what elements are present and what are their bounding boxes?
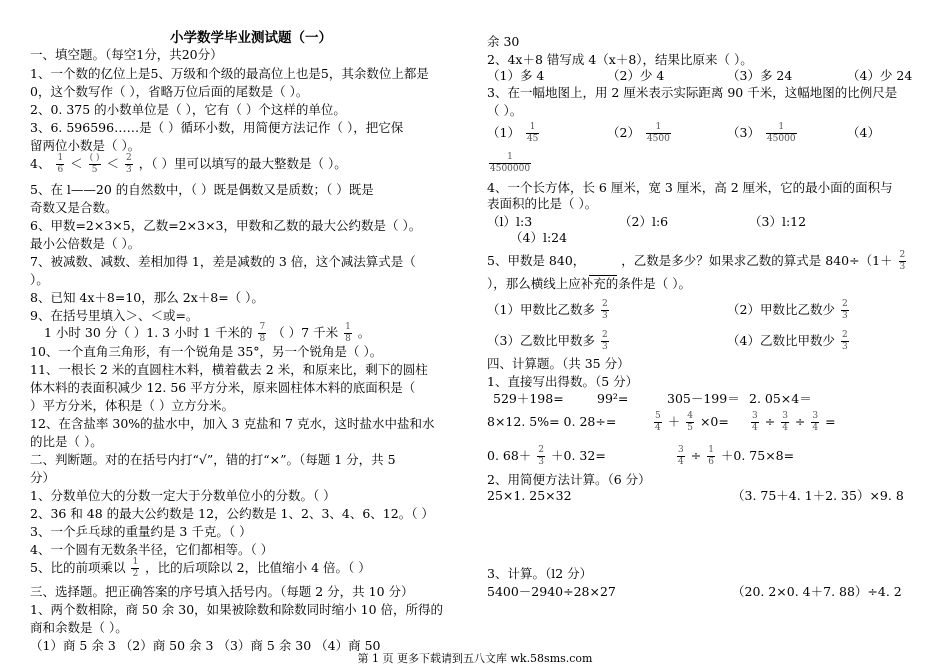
fraction [899,250,907,273]
question-line: 2、4x＋8 错写成 4（x＋8），结果比原来（ ）。 [487,52,753,67]
numerator: 1 [132,557,139,567]
fraction [646,122,671,145]
denominator: 3 [126,165,132,175]
question-line: 体木料的表面积减少 12. 56 平方分米，原来圆柱体木料的底面积是（ [30,380,416,395]
fraction [526,122,539,145]
denominator: 5 [687,423,693,433]
fraction [131,557,139,580]
text: ，比的后项除以 2，比值缩小 4 倍。（ ） [145,560,371,575]
numerator: 3 [752,411,758,421]
denominator: 2 [132,569,139,579]
page-footer: 第 1 页 更多下载请到五八文库 wk.58sms.com [357,652,593,665]
option [487,120,541,146]
denominator: 3 [601,342,608,352]
text: = [825,414,836,429]
calc-item: 8×12. 5%= 0. 28÷= [487,414,617,429]
question-line: 2、0. 375 的小数单位是（ ），它有（ ）个这样的单位。 [30,102,346,117]
calc-item [749,407,836,437]
text: （ ）7 千米 [272,325,339,340]
numerator: 2 [538,445,545,455]
question-line: 余 30 [487,34,520,49]
section-judge-heading: 二、判断题。对的在括号内打“√”，错的打“×”。（每题 1 分，共 5 [30,452,396,467]
question-line: 11、一根长 2 米的直圆柱木料，横着截去 2 米，和原来比，剩下的圆柱 [30,362,428,377]
numerator: 2 [841,330,848,340]
denominator: 6 [57,165,64,175]
calc-item: 25×1. 25×32 [487,488,572,503]
option: （2）少 4 [607,68,665,83]
option [607,120,673,146]
denominator: 45000 [766,134,796,144]
numerator: 5 [655,411,661,421]
option [727,296,851,324]
numerator: 2 [841,299,848,309]
text: ÷ [690,448,702,463]
section-choice-heading: 三、选择题。把正确答案的序号填入括号内。（每题 2 分，共 10 分） [30,584,414,599]
denominator: 5 [91,165,98,175]
question-line: 的比是（ ）。 [30,434,103,449]
calc-item [487,441,606,471]
numerator: 4 [687,411,693,421]
question-line: ）。 [30,272,49,287]
denominator: 4 [655,423,661,433]
denominator: 3 [601,311,608,321]
question-line: 0，这个数写作（ ），省略万位后面的尾数是（ ）。 [30,84,309,99]
fraction [781,411,789,434]
numerator: 3 [812,411,819,421]
numerator: 1 [526,122,539,134]
calc-item: 5400－2940÷28×27 [487,584,616,599]
text: ，（ ）里可以填写的最大整数是（ ）。 [138,156,347,171]
text: ×0= [699,414,729,429]
text: ÷ [794,414,806,429]
fraction [601,330,609,353]
question-line: 留两位小数是（ ）。 [30,138,141,153]
fraction [677,445,685,468]
fraction [841,299,849,322]
text: 5、甲数是 840， [487,253,586,268]
option: （1）多 4 [487,68,545,83]
text: 0. 68＋ [487,448,532,463]
denominator: 6 [708,457,714,467]
denominator: 8 [259,334,266,344]
question-line: 12、在含盐率 30%的盐水中，加入 3 克盐和 7 克水，这时盐水中盐和水 [30,416,435,431]
option: （3）多 24 [727,68,793,83]
calc-item [652,407,729,437]
question-line: 商和余数是（ ）。 [30,620,128,635]
fraction [654,411,662,434]
calc-item: 529＋198= [493,391,564,406]
question-line: 3、一个乒乓球的重量约是 3 千克。（ ） [30,524,252,539]
calc-item: （20. 2×0. 4＋7. 88）÷4. 2 [732,584,902,599]
text: （2） [607,125,640,140]
answer-blank [589,263,617,276]
option: （4）少 24 [847,68,913,83]
numerator: 3 [782,411,788,421]
option: （l）l:3 [487,214,533,229]
fraction [841,330,849,353]
question-line: 9、在括号里填入＞、＜或=。 [30,308,199,323]
numerator: 1 [766,122,797,134]
fraction [344,322,352,345]
question-line: ）平方分米，体积是（ ）立方分米。 [30,398,234,413]
option-fraction [487,150,533,176]
question-line: 6、甲数=2×3×5，乙数=2×3×3，甲数和乙数的最大公约数是（ ）。 [30,218,422,233]
calc-item: （3. 75＋4. 1＋2. 35）×9. 8 [732,488,904,503]
fraction [766,122,797,145]
fraction [751,411,759,434]
question-line: 5、在 l——20 的自然数中，（ ）既是偶数又是质数；（ ）既是 [30,182,374,197]
question-line: （ ）。 [487,103,523,118]
numerator: 1 [489,152,531,164]
question-line: 4、一个圆有无数条半径，它们都相等。（ ） [30,542,274,557]
text: ＜ [106,156,120,171]
numerator: 2 [899,250,906,260]
text: （3）乙数比甲数多 [487,333,595,348]
text: （2）甲数比乙数少 [727,302,835,317]
numerator: 1 [646,122,671,134]
question-line: 3、计算。（l2 分） [487,566,593,581]
question-line: ），那么横线上应补充的条件是（ ）。 [487,276,691,291]
text: ＋ [667,414,681,429]
numerator: ( ) [89,153,100,163]
option: （4） [847,125,880,140]
section-calc-heading: 四、计算题。（共 35 分） [487,356,630,371]
text: 1 小时 30 分（ ）1. 3 小时 1 千米的 [44,325,253,340]
numerator: 2 [601,330,608,340]
option [727,120,799,146]
denominator: 3 [841,311,848,321]
denominator: 4 [678,457,684,467]
question-line: 8、已知 4x＋8=10，那么 2x＋8=（ ）。 [30,290,264,305]
option [487,327,611,355]
question-line: 最小公倍数是（ ）。 [30,236,141,251]
text: （4）乙数比甲数少 [727,333,835,348]
option: （2）l:6 [619,214,669,229]
page-title: 小学数学毕业测试题（一） [170,30,332,46]
question-line: 3、在一幅地图上，用 2 厘米表示实际距离 90 千米，这幅地图的比例尺是 [487,85,898,100]
text: （3） [727,125,760,140]
option-line: （4）l:24 [510,230,568,245]
option [727,327,851,355]
fraction [258,322,266,345]
fraction [125,153,133,176]
numerator: 2 [126,153,132,163]
denominator: 4 [782,423,788,433]
question-line: 分） [30,470,56,485]
question-line: 1、分数单位大的分数一定大于分数单位小的分数。（ ） [30,488,336,503]
denominator: 4500000 [490,164,531,174]
calc-item: 99²= [597,391,629,406]
denominator: 4 [812,423,819,433]
text: 4、 [30,156,51,171]
text: ，乙数是多少？如果求乙数的算式是 840÷（1＋ [621,253,893,268]
section-fill-heading: 一、填空题。（每空1分，共20分） [30,47,223,62]
question-line-fractions [30,556,371,580]
question-line: 2、用简便方法计算。（6 分） [487,472,651,487]
text: 5、比的前项乘以 [30,560,126,575]
text: ＜ [70,156,83,171]
option-line: （1）商 5 余 3 （2）商 50 余 3 （3）商 5 余 30 （4）商 50 [30,638,381,653]
numerator: 3 [678,445,684,455]
question-line: 1、直接写出得数。（5 分） [487,374,639,389]
denominator: 3 [538,457,545,467]
numerator: 1 [57,153,64,163]
denominator: 45 [526,134,539,144]
question-line: 10、一个直角三角形，有一个锐角是 35°，另一个锐角是（ ）。 [30,344,383,359]
fraction [56,153,64,176]
denominator: 4500 [646,134,670,144]
question-line: 1、两个数相除，商 50 余 30，如果被除数和除数同时缩小 10 倍，所得的 [30,602,444,617]
text: （1）甲数比乙数多 [487,302,595,317]
numerator: 1 [345,322,351,332]
fraction [686,411,694,434]
question-line: 7、被减数、减数、差相加得 1，差是减数的 3 倍，这个减法算式是（ [30,254,416,269]
text: ÷ [764,414,776,429]
calc-item: 305－199＝ [667,391,740,406]
question-line-fractions [30,152,347,176]
fraction [707,445,715,468]
calc-item [675,441,794,471]
question-line: 4、一个长方体，长 6 厘米，宽 3 厘米，高 2 厘米，它的最小面的面积与 [487,180,893,195]
question-line: 3、6. 596596……是（ ）循环小数，用简便方法记作（ ），把它保 [30,120,404,135]
question-line: 2、36 和 48 的最大公约数是 12，公约数是 1、2、3、4、6、12。（ ） [30,506,434,521]
text: 。 [357,325,371,340]
numerator: 1 [708,445,714,455]
fraction [601,299,609,322]
text: ＋0. 32= [551,448,606,463]
denominator: 8 [345,334,351,344]
fraction [89,153,101,176]
denominator: 3 [899,262,906,272]
fraction [489,152,531,175]
denominator: 3 [841,342,848,352]
question-line: 1、一个数的亿位上是5、万级和个级的最高位上也是5，其余数位上都是 [30,66,429,81]
numerator: 7 [259,322,266,332]
question-line: 表面积的比是（ ）。 [487,196,598,211]
text: （1） [487,125,520,140]
question-line-fractions [44,320,370,346]
question-line-fractions [487,246,908,276]
option [487,296,611,324]
fraction [811,411,819,434]
question-line: 奇数又是合数。 [30,200,118,215]
text: ＋0. 75×8= [720,448,795,463]
denominator: 4 [752,423,758,433]
option: （3）l:12 [749,214,807,229]
fraction [537,445,545,468]
numerator: 2 [601,299,608,309]
calc-item: 2. 05×4＝ [749,391,812,406]
